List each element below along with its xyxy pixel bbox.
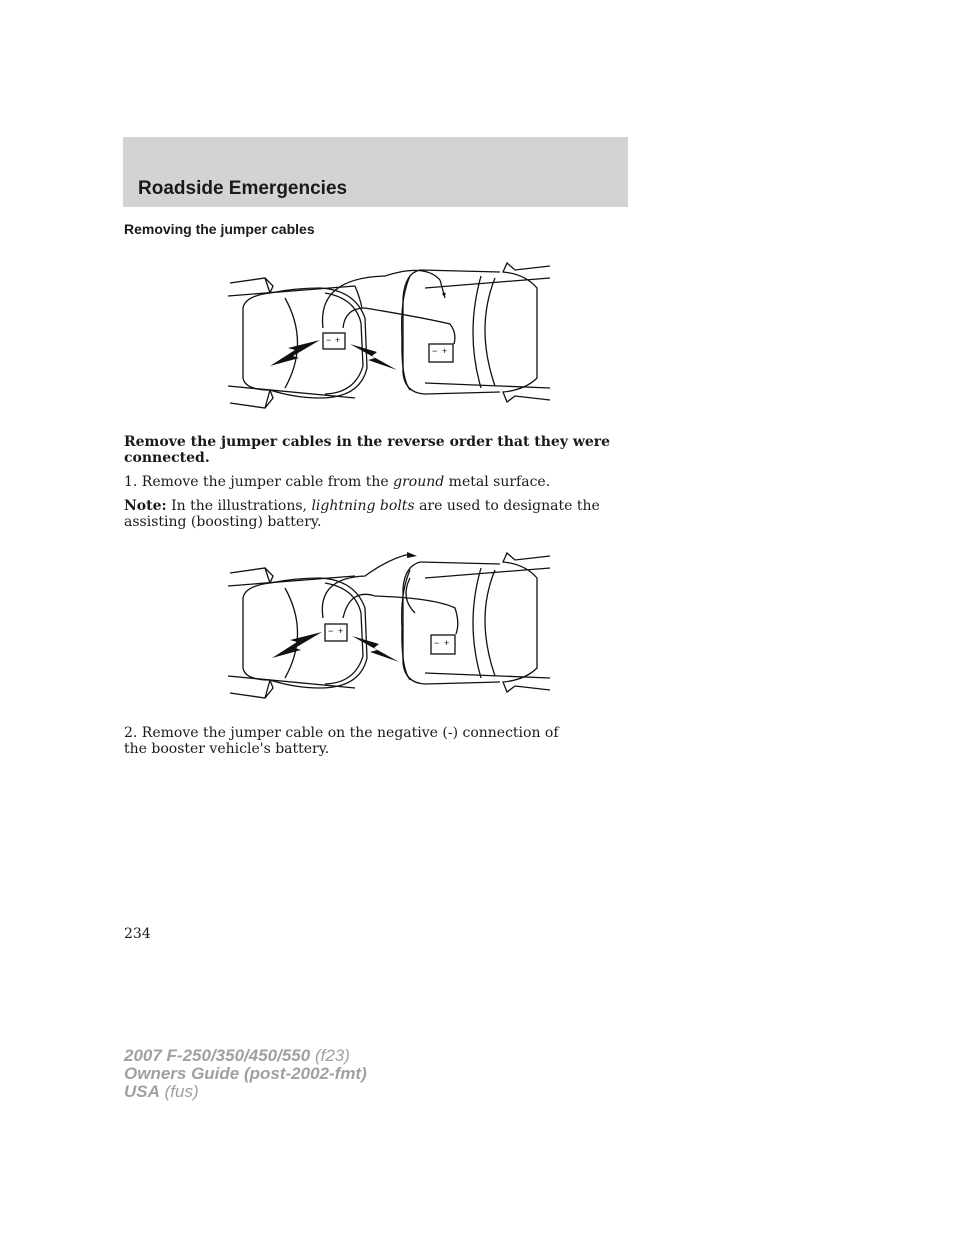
footer-line-2: Owners Guide (post-2002-fmt): [124, 1064, 367, 1083]
footer-region: USA: [124, 1082, 160, 1101]
note-suffix: are used to designate the assisting (boosting) battery.: [124, 498, 600, 530]
jumper-cable-illustration-1: [225, 258, 555, 420]
note-italic: lightning bolts: [311, 498, 415, 514]
figure-jumper-cables-1: [225, 258, 555, 420]
battery-plus-label: +: [444, 638, 450, 648]
battery-minus-label: −: [432, 346, 438, 356]
jumper-cable-illustration-2: [225, 548, 555, 710]
intro-instruction: Remove the jumper cables in the reverse order that they were connected.: [124, 434, 611, 466]
section-title: Roadside Emergencies: [138, 178, 348, 199]
note-label: Note:: [124, 498, 167, 514]
figure-jumper-cables-2: [225, 548, 555, 710]
note-prefix: In the illustrations,: [166, 498, 312, 514]
step-1-suffix: metal surface.: [444, 474, 551, 490]
step-1-prefix: 1. Remove the jumper cable from the: [124, 474, 394, 490]
subheading: Removing the jumper cables: [124, 221, 315, 237]
note: [124, 498, 624, 530]
footer-region-code: (fus): [159, 1082, 199, 1101]
step-1-italic: ground: [393, 474, 445, 490]
footer-line-1: [124, 1047, 367, 1065]
page-number: 234: [124, 926, 151, 942]
footer-model-code: (f23): [310, 1046, 350, 1065]
battery-plus-label: +: [338, 626, 344, 636]
battery-minus-label: −: [328, 626, 334, 636]
battery-plus-label: +: [442, 346, 448, 356]
footer-doc-info: [124, 1047, 367, 1101]
footer-line-3: [124, 1083, 367, 1101]
step-1: [124, 474, 624, 490]
battery-minus-label: −: [326, 335, 332, 345]
step-2: 2. Remove the jumper cable on the negative (-) connection of the booster vehicle's battery.: [124, 725, 559, 757]
battery-minus-label: −: [434, 638, 440, 648]
footer-model: 2007 F-250/350/450/550: [124, 1046, 311, 1065]
battery-plus-label: +: [335, 335, 341, 345]
